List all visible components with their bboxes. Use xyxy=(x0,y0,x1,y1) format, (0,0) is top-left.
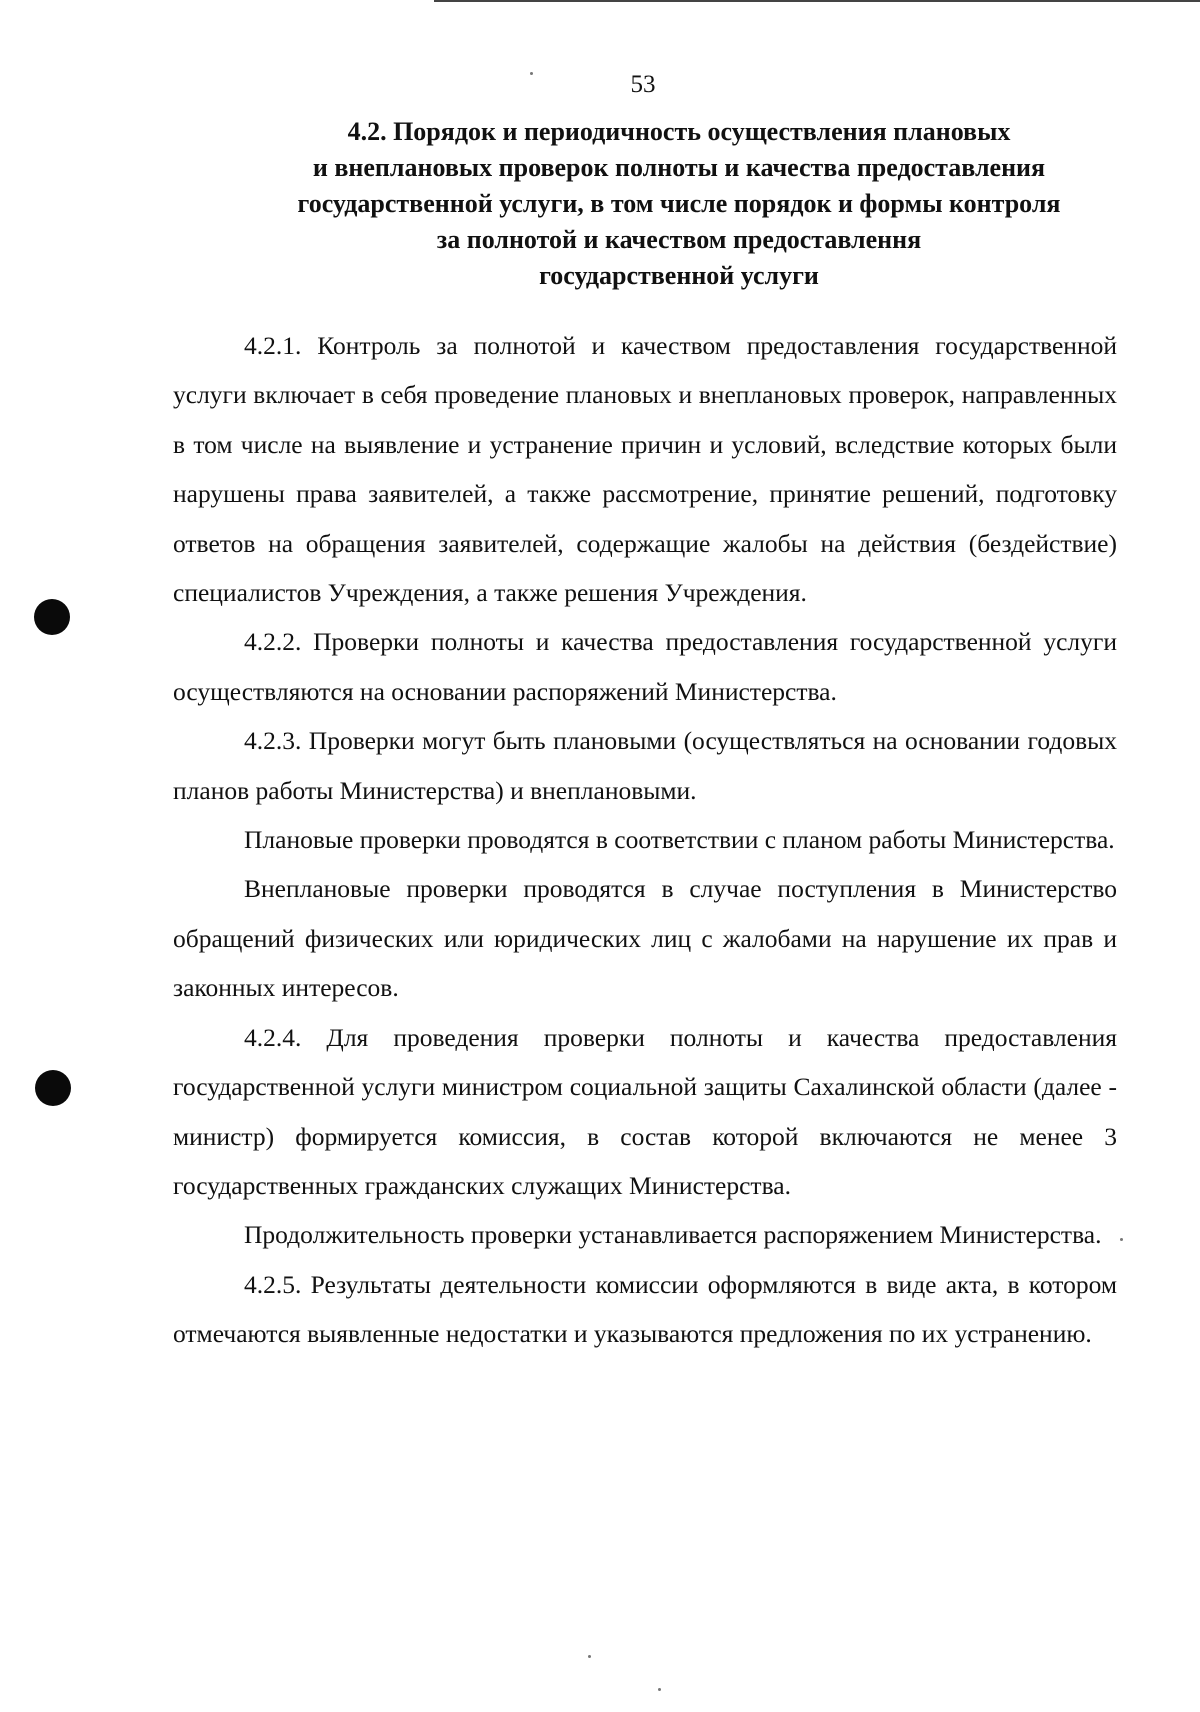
punch-hole-mark xyxy=(34,599,70,635)
paragraph-unplanned-checks: Внеплановые проверки проводятся в случае поступления в Министерство обращений физических или юридических лиц с жалобами на нарушение их прав и законных интересов. xyxy=(173,874,1117,1003)
heading-line: за полнотой и качеством предоставлення xyxy=(436,225,922,254)
top-border-line xyxy=(434,0,1200,2)
paragraph-4-2-3: 4.2.3. Проверки могут быть плановыми (осуществляться на основании годовых планов работы Министерства) и внеплановыми. xyxy=(173,726,1117,805)
paragraph-4-2-1: 4.2.1. Контроль за полнотой и качеством предоставления государственной услуги включает в себя проведение плановых и внеплановых проверок, направленных в том числе на выявление и устранение причин и условий, вследствие которых были нарушены права заявителей, а также рассмотрение, принятие решений, подготовку ответов на обращения заявителей, содержащие жалобы на действия (бездействие) специалистов Учреждения, а также решения Учреждения. xyxy=(173,331,1117,608)
punch-hole-mark xyxy=(35,1070,71,1106)
heading-line: государственной услуги, в том числе порядок и формы контроля xyxy=(297,189,1061,218)
heading-line: и внеплановых проверок полноты и качества предоставления xyxy=(312,153,1046,182)
page-number: 53 xyxy=(630,71,656,98)
paragraph-4-2-4: 4.2.4. Для проведения проверки полноты и качества предоставления государственной услуги министром социальной защиты Сахалинской области (далее - министр) формируется комиссия, в состав которой включаются не менее 3 государственных гражданских служащих Министерства. xyxy=(173,1022,1117,1200)
heading-line: 4.2. Порядок и периодичность осуществления плановых xyxy=(347,117,1011,146)
paragraph-duration: Продолжительность проверки устанавливается распоряжением Министерства. xyxy=(244,1220,1102,1250)
paragraph-4-2-2: 4.2.2. Проверки полноты и качества предоставления государственной услуги осуществляются на основании распоряжений Министерства. xyxy=(173,627,1117,706)
document-body xyxy=(173,321,1117,1359)
scan-speck xyxy=(1120,1238,1123,1241)
heading-line: государственной услуги xyxy=(539,261,819,290)
scan-speck xyxy=(588,1655,591,1658)
scan-speck xyxy=(658,1688,661,1691)
paragraph-planned-checks: Плановые проверки проводятся в соответствии с планом работы Министерства. xyxy=(244,825,1115,855)
paragraph-4-2-5: 4.2.5. Результаты деятельности комиссии оформляются в виде акта, в котором отмечаются выявленные недостатки и указываются предложения по их устранению. xyxy=(173,1269,1117,1349)
section-heading xyxy=(173,114,1185,294)
